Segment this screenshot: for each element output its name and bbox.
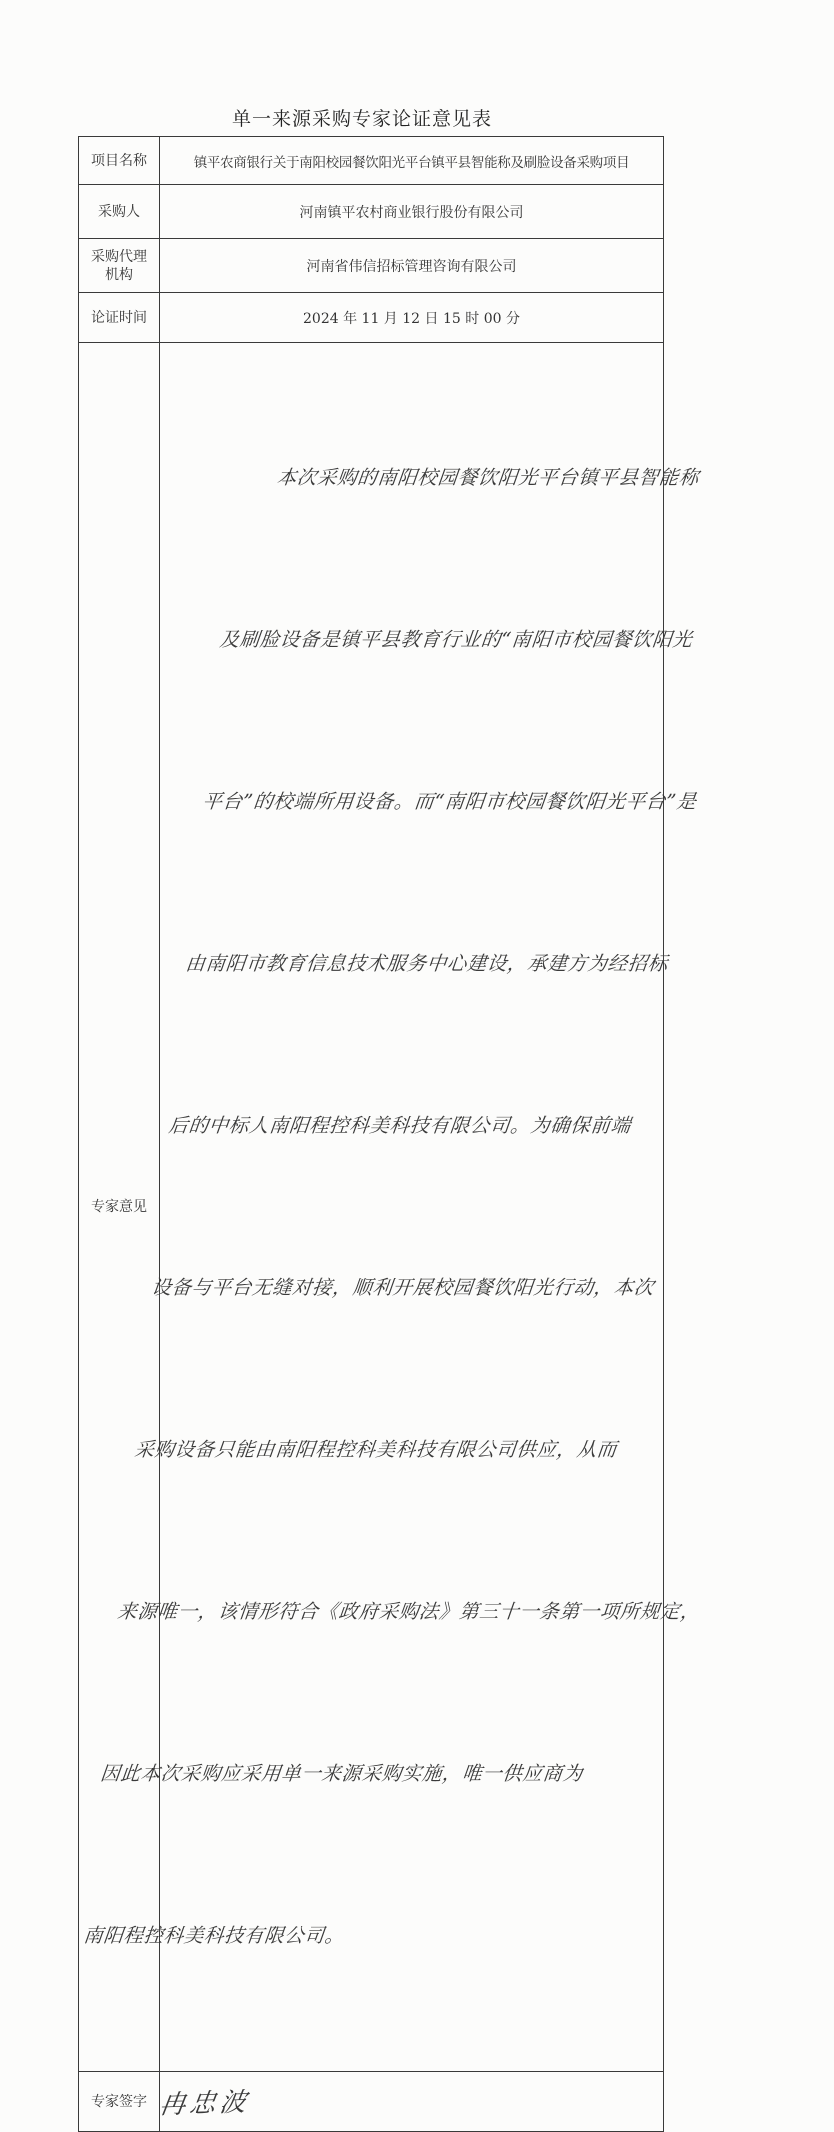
handwritten-opinion [69,343,754,2071]
purchaser-value: 河南镇平农村商业银行股份有限公司 [160,185,664,239]
agency-label-line2: 机构 [105,266,133,283]
row-signature [79,2072,664,2132]
opinion-line: 由南阳市教育信息技术服务中心建设，承建方为经招标 [184,952,670,975]
opinion-line: 因此本次采购应采用单一来源采购实施，唯一供应商为 [99,1762,585,1785]
opinion-label: 专家意见 [79,343,160,2072]
row-project-name [79,137,664,185]
row-agency [79,239,664,293]
purchaser-label: 采购人 [79,185,160,239]
row-opinion [79,343,664,2072]
signature-cell [157,2072,664,2132]
opinion-line: 平台”的校端所用设备。而“南阳市校园餐饮阳光平台”是 [201,790,698,813]
row-purchaser [79,185,664,239]
opinion-line: 采购设备只能由南阳程控科美科技有限公司供应，从而 [133,1438,619,1461]
row-time [79,293,664,343]
opinion-line: 及刷脸设备是镇平县教育行业的“南阳市校园餐饮阳光 [218,628,694,651]
opinion-line: 设备与平台无缝对接，顺利开展校园餐饮阳光行动，本次 [150,1276,656,1299]
opinion-line: 来源唯一，该情形符合《政府采购法》第三十一条第一项所规定， [116,1600,702,1623]
expert-opinion-form [78,136,702,2132]
opinion-line: 南阳程控科美科技有限公司。 [82,1924,346,1947]
time-value: 2024 年 11 月 12 日 15 时 00 分 [160,293,664,343]
opinion-line: 本次采购的南阳校园餐饮阳光平台镇平县智能称 [235,466,701,489]
signature-label: 专家签字 [79,2072,160,2132]
time-label: 论证时间 [79,293,160,343]
agency-label [79,239,160,293]
agency-value: 河南省伟信招标管理咨询有限公司 [160,239,664,293]
agency-label-line1: 采购代理 [91,248,147,265]
expert-signature: 冉忠波 [157,2087,253,2121]
project-name-value: 镇平农商银行关于南阳校园餐饮阳光平台镇平县智能称及刷脸设备采购项目 [160,137,664,185]
page-title: 单一来源采购专家论证意见表 [231,108,492,130]
opinion-line: 后的中标人南阳程控科美科技有限公司。为确保前端 [167,1114,633,1137]
project-name-label: 项目名称 [79,137,160,185]
